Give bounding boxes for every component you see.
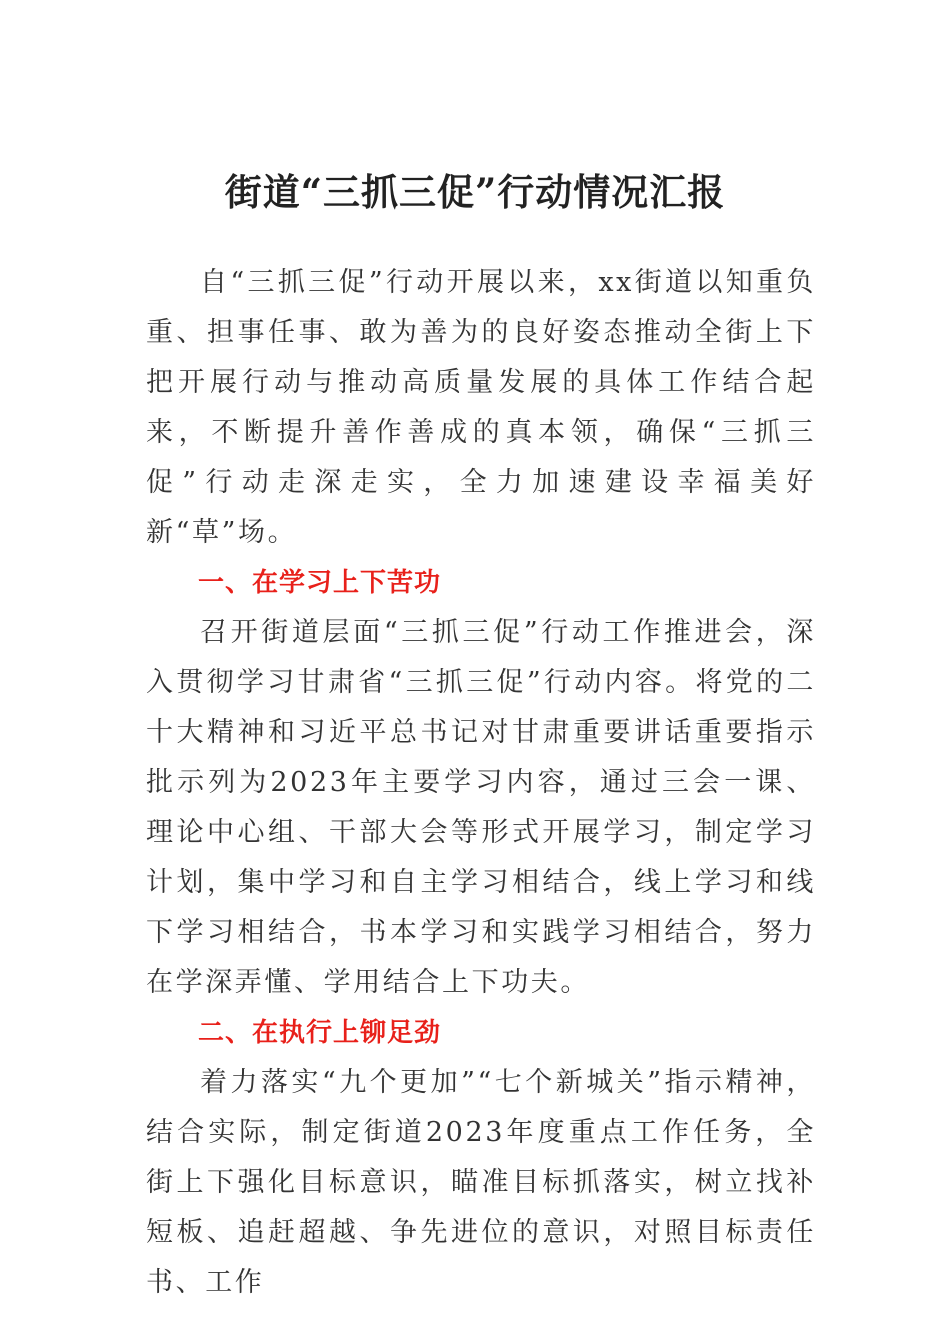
intro-paragraph: 自“三抓三促”行动开展以来，xx街道以知重负重、担事任事、敢为善为的良好姿态推动全街上下把开展行动与推动高质量发展的具体工作结合起来，不断提升善作善成的真本领，确保“三抓三促”行动走深走实，全力加速建设幸福美好新“草”场。 [146,267,816,548]
section-paragraph-study: 召开街道层面“三抓三促”行动工作推进会，深入贯彻学习甘肃省“三抓三促”行动内容。将党的二十大精神和习近平总书记对甘肃重要讲话重要指示批示列为2023年主要学习内容，通过三会一课、理论中心组、干部大会等形式开展学习，制定学习计划，集中学习和自主学习相结合，线上学习和线下学习相结合，书本学习和实践学习相结合，努力在学深弄懂、学用结合上下功夫。 [146,617,816,998]
document-title: 街道“三抓三促”行动情况汇报 [224,170,726,214]
document-body [146,258,816,1308]
section-heading-study: 一、在学习上下苦功 [198,568,442,598]
section-paragraph-execution: 着力落实“九个更加”“七个新城关”指示精神，结合实际，制定街道2023年度重点工作任务，全街上下强化目标意识，瞄准目标抓落实，树立找补短板、追赶超越、争先进位的意识，对照目标责任书、工作 [146,1067,816,1298]
section-heading-execution: 二、在执行上铆足劲 [198,1018,442,1048]
